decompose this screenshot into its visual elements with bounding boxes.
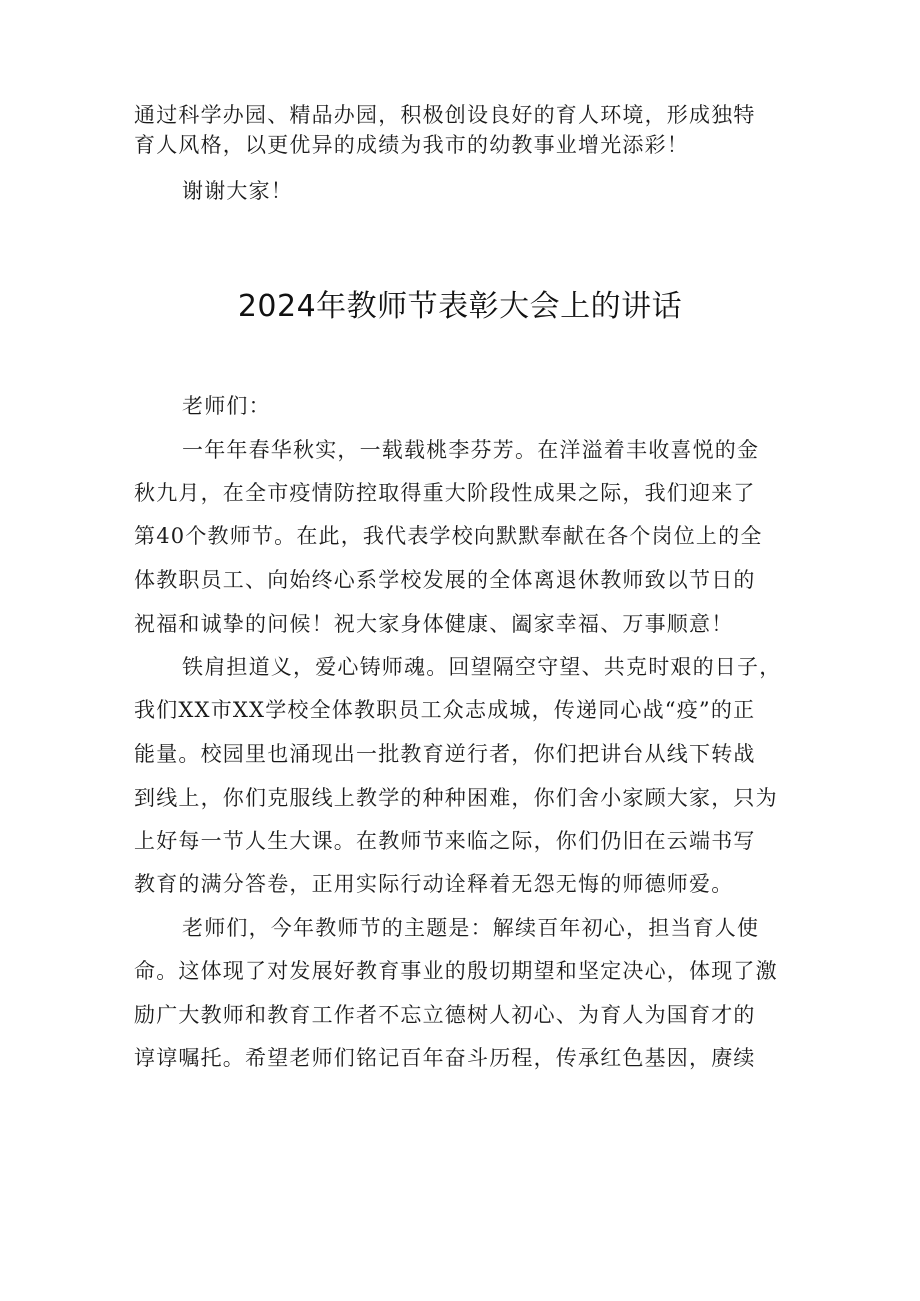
- paragraph-line: 上好每一节人生大课。在教师节来临之际，你们仍旧在云端书写: [134, 829, 756, 853]
- paragraph-line: 能量。校园里也涌现出一批教育逆行者，你们把讲台从线下转战: [134, 742, 756, 766]
- speech-title: 2024年教师节表彰大会上的讲话: [237, 289, 683, 324]
- paragraph-line: 我们XX市XX学校全体教职员工众志成城，传递同心战“疫”的正: [134, 698, 756, 722]
- paragraph-line: 命。这体现了对发展好教育事业的殷切期望和坚定决心，体现了激: [134, 959, 778, 983]
- paragraph-line: 体教职员工、向始终心系学校发展的全体离退休教师致以节日的: [134, 568, 756, 592]
- paragraph-line: 一年年春华秋实，一载载桃李芬芳。在洋溢着丰收喜悦的金: [182, 438, 760, 462]
- paragraph-line: 到线上，你们克服线上教学的种种困难，你们舍小家顾大家，只为: [134, 786, 778, 810]
- paragraph-line: 铁肩担道义，爱心铸师魂。回望隔空守望、共克时艰的日子，: [182, 655, 782, 679]
- prev-paragraph-line: 通过科学办园、精品办园，积极创设良好的育人环境，形成独特: [134, 103, 756, 127]
- paragraph-line: 第40个教师节。在此，我代表学校向默默奉献在各个岗位上的全: [134, 524, 763, 548]
- paragraph-line: 谆谆嘱托。希望老师们铭记百年奋斗历程，传承红色基因，赓续: [134, 1046, 756, 1070]
- salutation: 老师们：: [182, 394, 271, 418]
- closing-thanks: 谢谢大家！: [182, 179, 293, 203]
- paragraph-line: 励广大教师和教育工作者不忘立德树人初心、为育人为国育才的: [134, 1003, 756, 1027]
- paragraph-line: 秋九月，在全市疫情防控取得重大阶段性成果之际，我们迎来了: [134, 481, 756, 505]
- paragraph-line: 老师们，今年教师节的主题是：解续百年初心，担当育人使: [182, 916, 760, 940]
- paragraph-line: 教育的满分答卷，正用实际行动诠释着无怨无悔的师德师爱。: [134, 872, 734, 896]
- prev-paragraph-line: 育人风格，以更优异的成绩为我市的幼教事业增光添彩！: [134, 133, 689, 157]
- paragraph-line: 祝福和诚挚的问候！祝大家身体健康、阖家幸福、万事顺意！: [134, 612, 734, 636]
